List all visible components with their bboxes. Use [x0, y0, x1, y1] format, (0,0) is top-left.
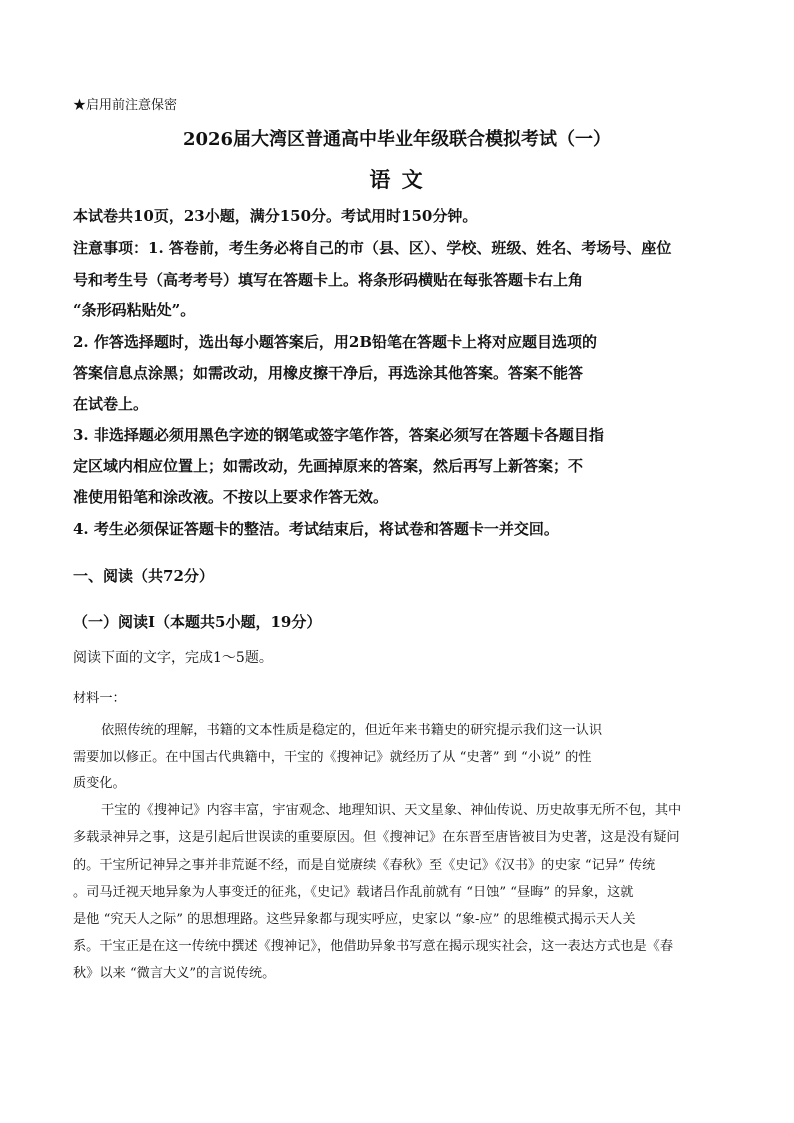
subsection-title: （一）阅读Ⅰ（本题共5小题，19分）: [73, 613, 322, 631]
passage-line: 秋》以来 “微言大义”的言说传统。: [73, 966, 276, 981]
passage-line: 多载录神异之事，这是引起后世误读的重要原因。但《搜神记》在东晋至唐皆被目为史著，这是没有疑问: [73, 830, 680, 845]
instruction-line: 准使用铅笔和涂改液。不按以上要求作答无效。: [73, 488, 389, 506]
passage-line: 质变化。: [73, 776, 126, 791]
secret-note: ★启用前注意保密: [73, 98, 178, 113]
exam-title: 2026届大湾区普通高中毕业年级联合模拟考试（一）: [182, 129, 612, 150]
passage-line: 是他 “究天人之际” 的思想理路。这些异象都与现实呼应，史家以 “象-应” 的思维模式揭示天人关: [73, 912, 636, 927]
passage-line: 。司马迁视天地异象为人事变迁的征兆，《史记》载诸吕作乱前就有 “日蚀” “昼晦” 的异象，这就: [73, 885, 634, 900]
exam-info: 本试卷共10页，23小题，满分150分。考试用时150分钟。: [73, 207, 478, 225]
passage-line: 的。干宝所记神异之事并非荒诞不经，而是自觉赓续《春秋》至《史记》《汉书》的史家 “记异” 传统: [73, 858, 656, 873]
passage-line: 需要加以修正。在中国古代典籍中，干宝的《搜神记》就经历了从 “史著” 到 “小说” 的性: [73, 750, 592, 765]
passage-line: 依照传统的理解，书籍的文本性质是稳定的，但近年来书籍史的研究提示我们这一认识: [101, 723, 603, 738]
instruction-line: 4. 考生必须保证答题卡的整洁。考试结束后，将试卷和答题卡一并交回。: [73, 520, 559, 538]
instruction-line: 3. 非选择题必须用黑色字迹的钢笔或签字笔作答，答案必须写在答题卡各题目指: [73, 426, 604, 444]
passage-line: 系。干宝正是在这一传统中撰述《搜神记》，他借助异象书写意在揭示现实社会，这一表达方式也是《春: [73, 939, 674, 954]
instruction-line: 定区域内相应位置上；如需改动，先画掉原来的答案，然后再写上新答案；不: [73, 457, 584, 475]
material-label: 材料一：: [73, 691, 126, 706]
instruction-line: 在试卷上。: [73, 395, 149, 413]
subject-title: 语 文: [369, 167, 425, 192]
instruction-line: 答案信息点涂黑；如需改动，用橡皮擦干净后，再选涂其他答案。答案不能答: [73, 364, 584, 382]
instruction-line: 2. 作答选择题时，选出每小题答案后，用2B铅笔在答题卡上将对应题目选项的: [73, 333, 597, 351]
instruction-line: 号和考生号（高考考号）填写在答题卡上。将条形码横贴在每张答题卡右上角: [73, 271, 584, 289]
passage-line: 干宝的《搜神记》内容丰富，宇宙观念、地理知识、天文星象、神仙传说、历史故事无所不包，其中: [101, 803, 682, 818]
instruction-line: 注意事项：1. 答卷前，考生务必将自己的市（县、区）、学校、班级、姓名、考场号、座位: [73, 239, 672, 257]
reading-prompt: 阅读下面的文字，完成1～5题。: [73, 650, 273, 666]
section-title: 一、阅读（共72分）: [73, 567, 214, 585]
instruction-line: “条形码粘贴处”。: [73, 301, 196, 319]
